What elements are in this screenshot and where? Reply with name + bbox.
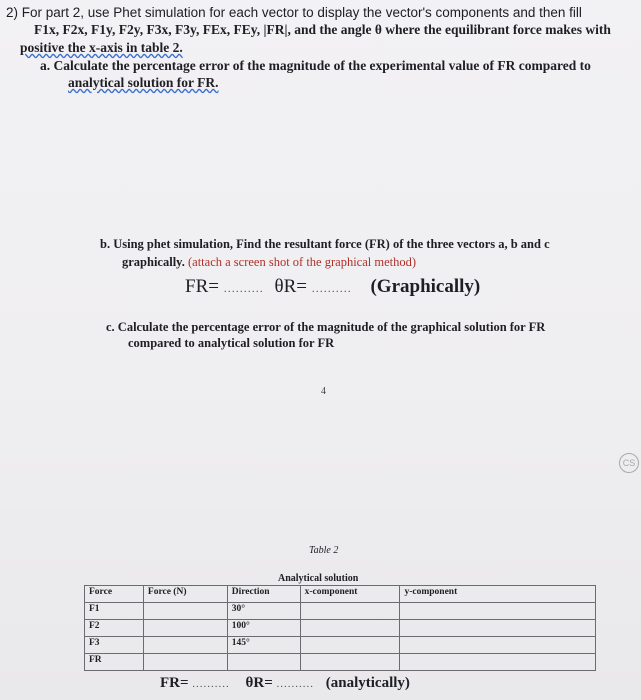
table-2-caption: Table 2 <box>309 545 339 556</box>
page-number: 4 <box>321 386 326 397</box>
question-2-line-3: positive the x-axis in table 2. <box>20 40 183 55</box>
graphical-theta-label: θR= <box>274 276 307 297</box>
row-f2-direction: 100° <box>227 620 300 637</box>
analytical-fr-label: FR= <box>160 675 189 691</box>
row-f2-label: F2 <box>85 620 144 637</box>
table-header-row <box>85 586 596 603</box>
table-row <box>85 637 596 654</box>
table-2-group-header: Analytical solution <box>278 573 359 584</box>
table-2 <box>84 585 596 671</box>
row-f1-label: F1 <box>85 603 144 620</box>
table-row <box>85 603 596 620</box>
row-f3-direction: 145° <box>227 637 300 654</box>
part-b-screenshot-note: (attach a screen shot of the graphical method) <box>187 255 417 269</box>
analytically-label: (analytically) <box>325 675 410 691</box>
part-b-line-1: b. Using phet simulation, Find the resultant force (FR) of the three vectors a, b and c <box>100 237 550 251</box>
part-a-line-2: analytical solution for FR. <box>68 75 219 90</box>
header-y-component: y-component <box>400 586 596 603</box>
analytical-fr-blank: .......... <box>192 678 230 690</box>
graphical-theta-blank: .......... <box>311 281 352 295</box>
row-f1-x[interactable] <box>300 603 400 620</box>
analytical-theta-blank: .......... <box>276 678 315 690</box>
row-fr-force[interactable] <box>143 654 227 671</box>
header-direction: Direction <box>227 586 300 603</box>
row-f2-x[interactable] <box>300 620 400 637</box>
row-f1-direction: 30° <box>227 603 300 620</box>
analytical-result-line <box>160 675 410 692</box>
analytical-theta-label: θR= <box>245 675 273 691</box>
question-2-line-1: 2) For part 2, use Phet simulation for each vector to display the vector's components and then fill <box>6 5 582 20</box>
part-b-line-2 <box>122 255 416 270</box>
row-fr-direction[interactable] <box>227 654 300 671</box>
row-f3-force[interactable] <box>143 637 227 654</box>
part-b-graphically-word: graphically. <box>122 255 185 269</box>
row-f1-force[interactable] <box>143 603 227 620</box>
graphically-label: (Graphically) <box>370 276 481 297</box>
graphical-fr-label: FR= <box>185 276 219 297</box>
row-f2-y[interactable] <box>400 620 596 637</box>
part-c-line-2: compared to analytical solution for FR <box>128 336 335 350</box>
header-force: Force <box>85 586 144 603</box>
header-x-component: x-component <box>300 586 400 603</box>
row-fr-y[interactable] <box>400 654 596 671</box>
question-2-line-2: F1x, F2x, F1y, F2y, F3x, F3y, FEx, FEy, |FR|, and the angle θ where the equilibrant force makes with <box>34 22 611 37</box>
row-f3-x[interactable] <box>300 637 400 654</box>
scanner-logo-mark: CS <box>619 453 639 473</box>
part-c-line-1: c. Calculate the percentage error of the magnitude of the graphical solution for FR <box>106 320 546 334</box>
header-force-n: Force (N) <box>143 586 227 603</box>
row-f1-y[interactable] <box>400 603 596 620</box>
graphical-fr-blank: .......... <box>223 281 264 295</box>
row-fr-x[interactable] <box>300 654 400 671</box>
row-f2-force[interactable] <box>143 620 227 637</box>
row-fr-label: FR <box>85 654 144 671</box>
table-row <box>85 654 596 671</box>
graphical-result-line <box>185 276 480 298</box>
row-f3-label: F3 <box>85 637 144 654</box>
part-a-line-1: a. Calculate the percentage error of the magnitude of the experimental value of FR compared to <box>40 58 591 73</box>
table-row <box>85 620 596 637</box>
row-f3-y[interactable] <box>400 637 596 654</box>
